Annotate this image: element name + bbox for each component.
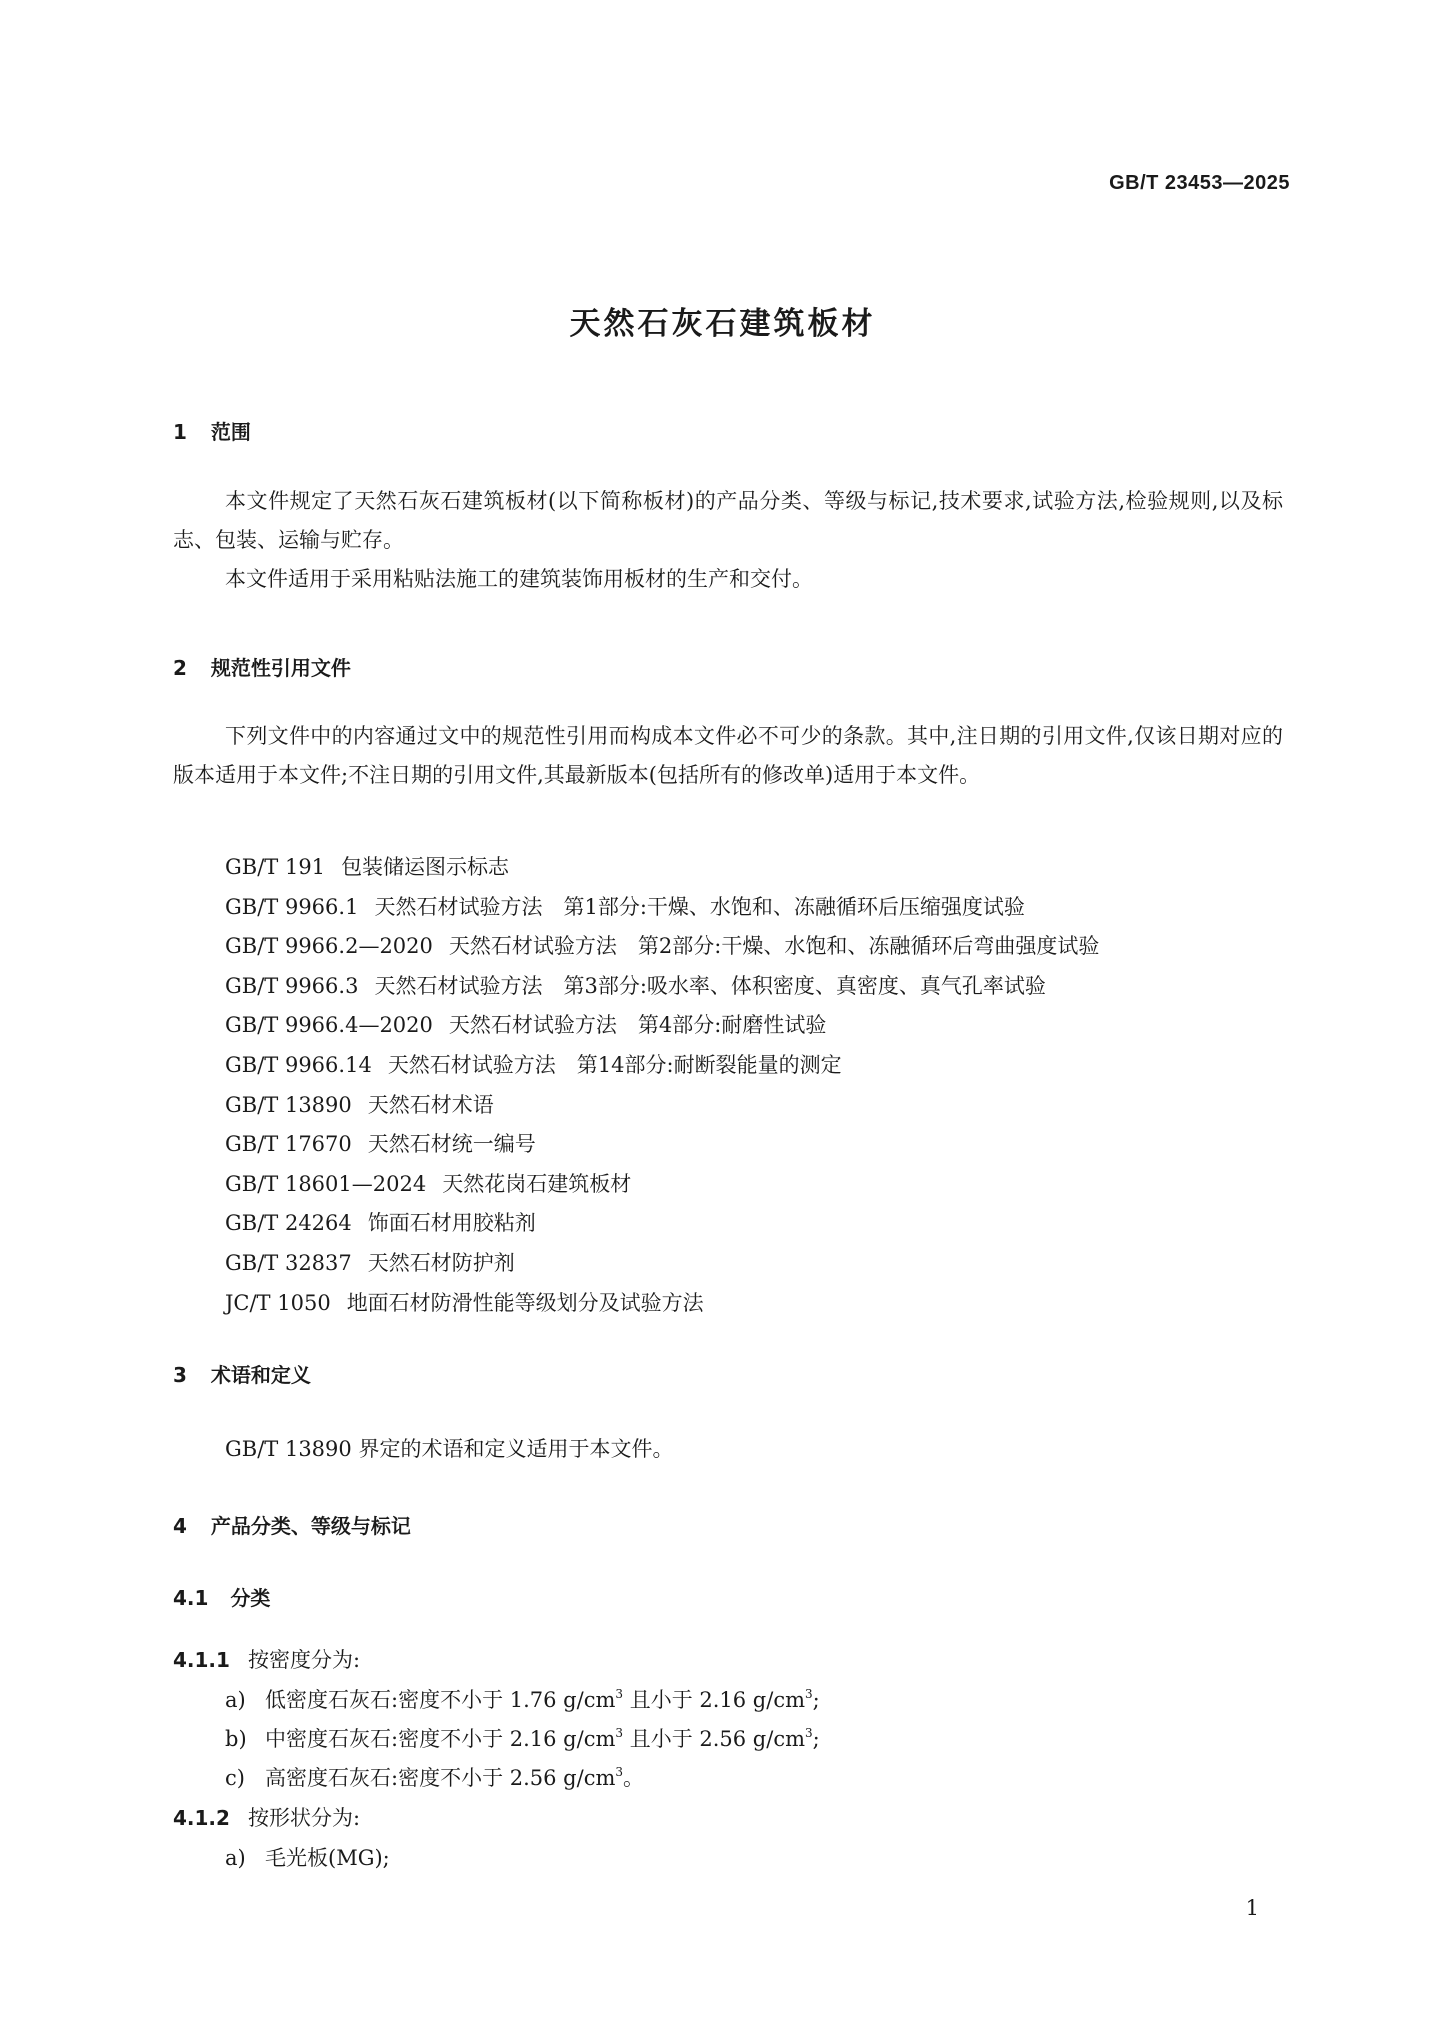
list-item bbox=[225, 1842, 390, 1872]
page-number: 1 bbox=[1245, 1896, 1259, 1920]
list-text: 毛光板(MG); bbox=[265, 1846, 390, 1870]
reference-code: GB/T 32837 bbox=[225, 1250, 352, 1275]
reference-item bbox=[225, 1244, 1099, 1284]
section-2-heading bbox=[173, 652, 351, 681]
clause-title: 分类 bbox=[230, 1586, 271, 1610]
superscript: 3 bbox=[615, 1726, 624, 1740]
reference-title: 天然石材试验方法 第1部分:干燥、水饱和、冻融循环后压缩强度试验 bbox=[374, 894, 1025, 919]
reference-item bbox=[225, 1284, 1099, 1324]
reference-title: 天然花岗石建筑板材 bbox=[442, 1171, 632, 1196]
reference-title: 天然石材试验方法 第3部分:吸水率、体积密度、真密度、真气孔率试验 bbox=[374, 973, 1046, 998]
reference-title: 天然石材防护剂 bbox=[367, 1250, 515, 1275]
clause-number: 4.1.1 bbox=[173, 1648, 230, 1672]
list-text: 且小于 2.56 g/cm bbox=[623, 1727, 805, 1751]
reference-item bbox=[225, 1165, 1099, 1205]
superscript: 3 bbox=[805, 1687, 813, 1701]
reference-item bbox=[225, 927, 1099, 967]
list-marker: a) bbox=[225, 1688, 246, 1712]
clause-4-1-2 bbox=[173, 1802, 360, 1832]
reference-item bbox=[225, 1204, 1099, 1244]
list-punct: ; bbox=[812, 1727, 820, 1751]
clause-text: 按形状分为: bbox=[247, 1806, 361, 1830]
clause-number: 4.1 bbox=[173, 1586, 209, 1610]
normative-reference-list bbox=[225, 848, 1099, 1323]
clause-number: 4.1.2 bbox=[173, 1806, 230, 1830]
list-marker: b) bbox=[225, 1727, 247, 1751]
paragraph: 本文件规定了天然石灰石建筑板材(以下简称板材)的产品分类、等级与标记,技术要求,试验方法,检验规则,以及标志、包装、运输与贮存。 bbox=[173, 489, 1283, 552]
reference-code: GB/T 17670 bbox=[225, 1132, 352, 1157]
reference-code: GB/T 9966.14 bbox=[225, 1052, 372, 1077]
superscript: 3 bbox=[615, 1687, 624, 1701]
reference-title: 饰面石材用胶粘剂 bbox=[367, 1211, 536, 1236]
section-1-body bbox=[173, 482, 1283, 599]
document-title: 天然石灰石建筑板材 bbox=[569, 306, 876, 342]
section-number: 1 bbox=[173, 420, 187, 444]
section-title: 规范性引用文件 bbox=[210, 656, 351, 680]
reference-code: GB/T 9966.3 bbox=[225, 973, 359, 998]
list-marker: c) bbox=[225, 1766, 245, 1790]
list-text: 低密度石灰石:密度不小于 1.76 g/cm bbox=[265, 1688, 616, 1712]
reference-title: 包装储运图示标志 bbox=[341, 855, 510, 879]
reference-code: JC/T 1050 bbox=[225, 1290, 331, 1315]
reference-item bbox=[225, 967, 1099, 1007]
paragraph: 下列文件中的内容通过文中的规范性引用而构成本文件必不可少的条款。其中,注日期的引用文件,仅该日期对应的版本适用于本文件;不注日期的引用文件,其最新版本(包括所有的修改单)适用于本文件。 bbox=[173, 724, 1283, 787]
section-3-text: GB/T 13890 界定的术语和定义适用于本文件。 bbox=[225, 1437, 674, 1461]
reference-code: GB/T 24264 bbox=[225, 1211, 352, 1236]
reference-title: 天然石材试验方法 第4部分:耐磨性试验 bbox=[448, 1013, 827, 1038]
list-punct: ; bbox=[812, 1688, 820, 1712]
list-item bbox=[225, 1684, 820, 1714]
section-3-heading bbox=[173, 1359, 311, 1388]
section-number: 2 bbox=[173, 656, 187, 680]
document-code: GB/T 23453—2025 bbox=[1109, 172, 1290, 194]
reference-item bbox=[225, 848, 1099, 888]
clause-text: 按密度分为: bbox=[247, 1648, 361, 1672]
reference-code: GB/T 18601—2024 bbox=[225, 1171, 427, 1196]
section-title: 范围 bbox=[210, 420, 251, 444]
reference-item bbox=[225, 1006, 1099, 1046]
reference-code: GB/T 9966.1 bbox=[225, 894, 359, 919]
list-text: 中密度石灰石:密度不小于 2.16 g/cm bbox=[265, 1727, 616, 1751]
list-text: 高密度石灰石:密度不小于 2.56 g/cm bbox=[265, 1766, 616, 1790]
reference-item bbox=[225, 1125, 1099, 1165]
reference-code: GB/T 9966.2—2020 bbox=[225, 934, 433, 959]
section-1-heading bbox=[173, 416, 251, 445]
reference-title: 天然石材术语 bbox=[367, 1092, 494, 1117]
superscript: 3 bbox=[805, 1726, 813, 1740]
list-marker: a) bbox=[225, 1846, 246, 1870]
reference-title: 地面石材防滑性能等级划分及试验方法 bbox=[346, 1290, 704, 1315]
reference-code: GB/T 9966.4—2020 bbox=[225, 1013, 433, 1038]
list-item bbox=[225, 1762, 644, 1792]
clause-4-1-heading bbox=[173, 1582, 270, 1611]
list-text: 且小于 2.16 g/cm bbox=[623, 1688, 805, 1712]
list-item bbox=[225, 1723, 820, 1753]
clause-4-1-1 bbox=[173, 1644, 360, 1674]
section-2-intro bbox=[173, 717, 1283, 795]
reference-title: 天然石材统一编号 bbox=[367, 1132, 536, 1157]
section-4-heading bbox=[173, 1510, 411, 1539]
superscript: 3 bbox=[615, 1765, 624, 1779]
section-number: 4 bbox=[173, 1514, 187, 1538]
reference-item bbox=[225, 888, 1099, 928]
reference-code: GB/T 13890 bbox=[225, 1092, 352, 1117]
section-title: 术语和定义 bbox=[210, 1363, 311, 1387]
reference-title: 天然石材试验方法 第2部分:干燥、水饱和、冻融循环后弯曲强度试验 bbox=[448, 934, 1100, 959]
section-title: 产品分类、等级与标记 bbox=[210, 1514, 411, 1538]
reference-title: 天然石材试验方法 第14部分:耐断裂能量的测定 bbox=[387, 1052, 842, 1077]
reference-item bbox=[225, 1046, 1099, 1086]
list-punct: 。 bbox=[623, 1766, 645, 1790]
paragraph: 本文件适用于采用粘贴法施工的建筑装饰用板材的生产和交付。 bbox=[225, 567, 813, 591]
reference-item bbox=[225, 1086, 1099, 1126]
section-number: 3 bbox=[173, 1363, 187, 1387]
reference-code: GB/T 191 bbox=[225, 855, 326, 879]
